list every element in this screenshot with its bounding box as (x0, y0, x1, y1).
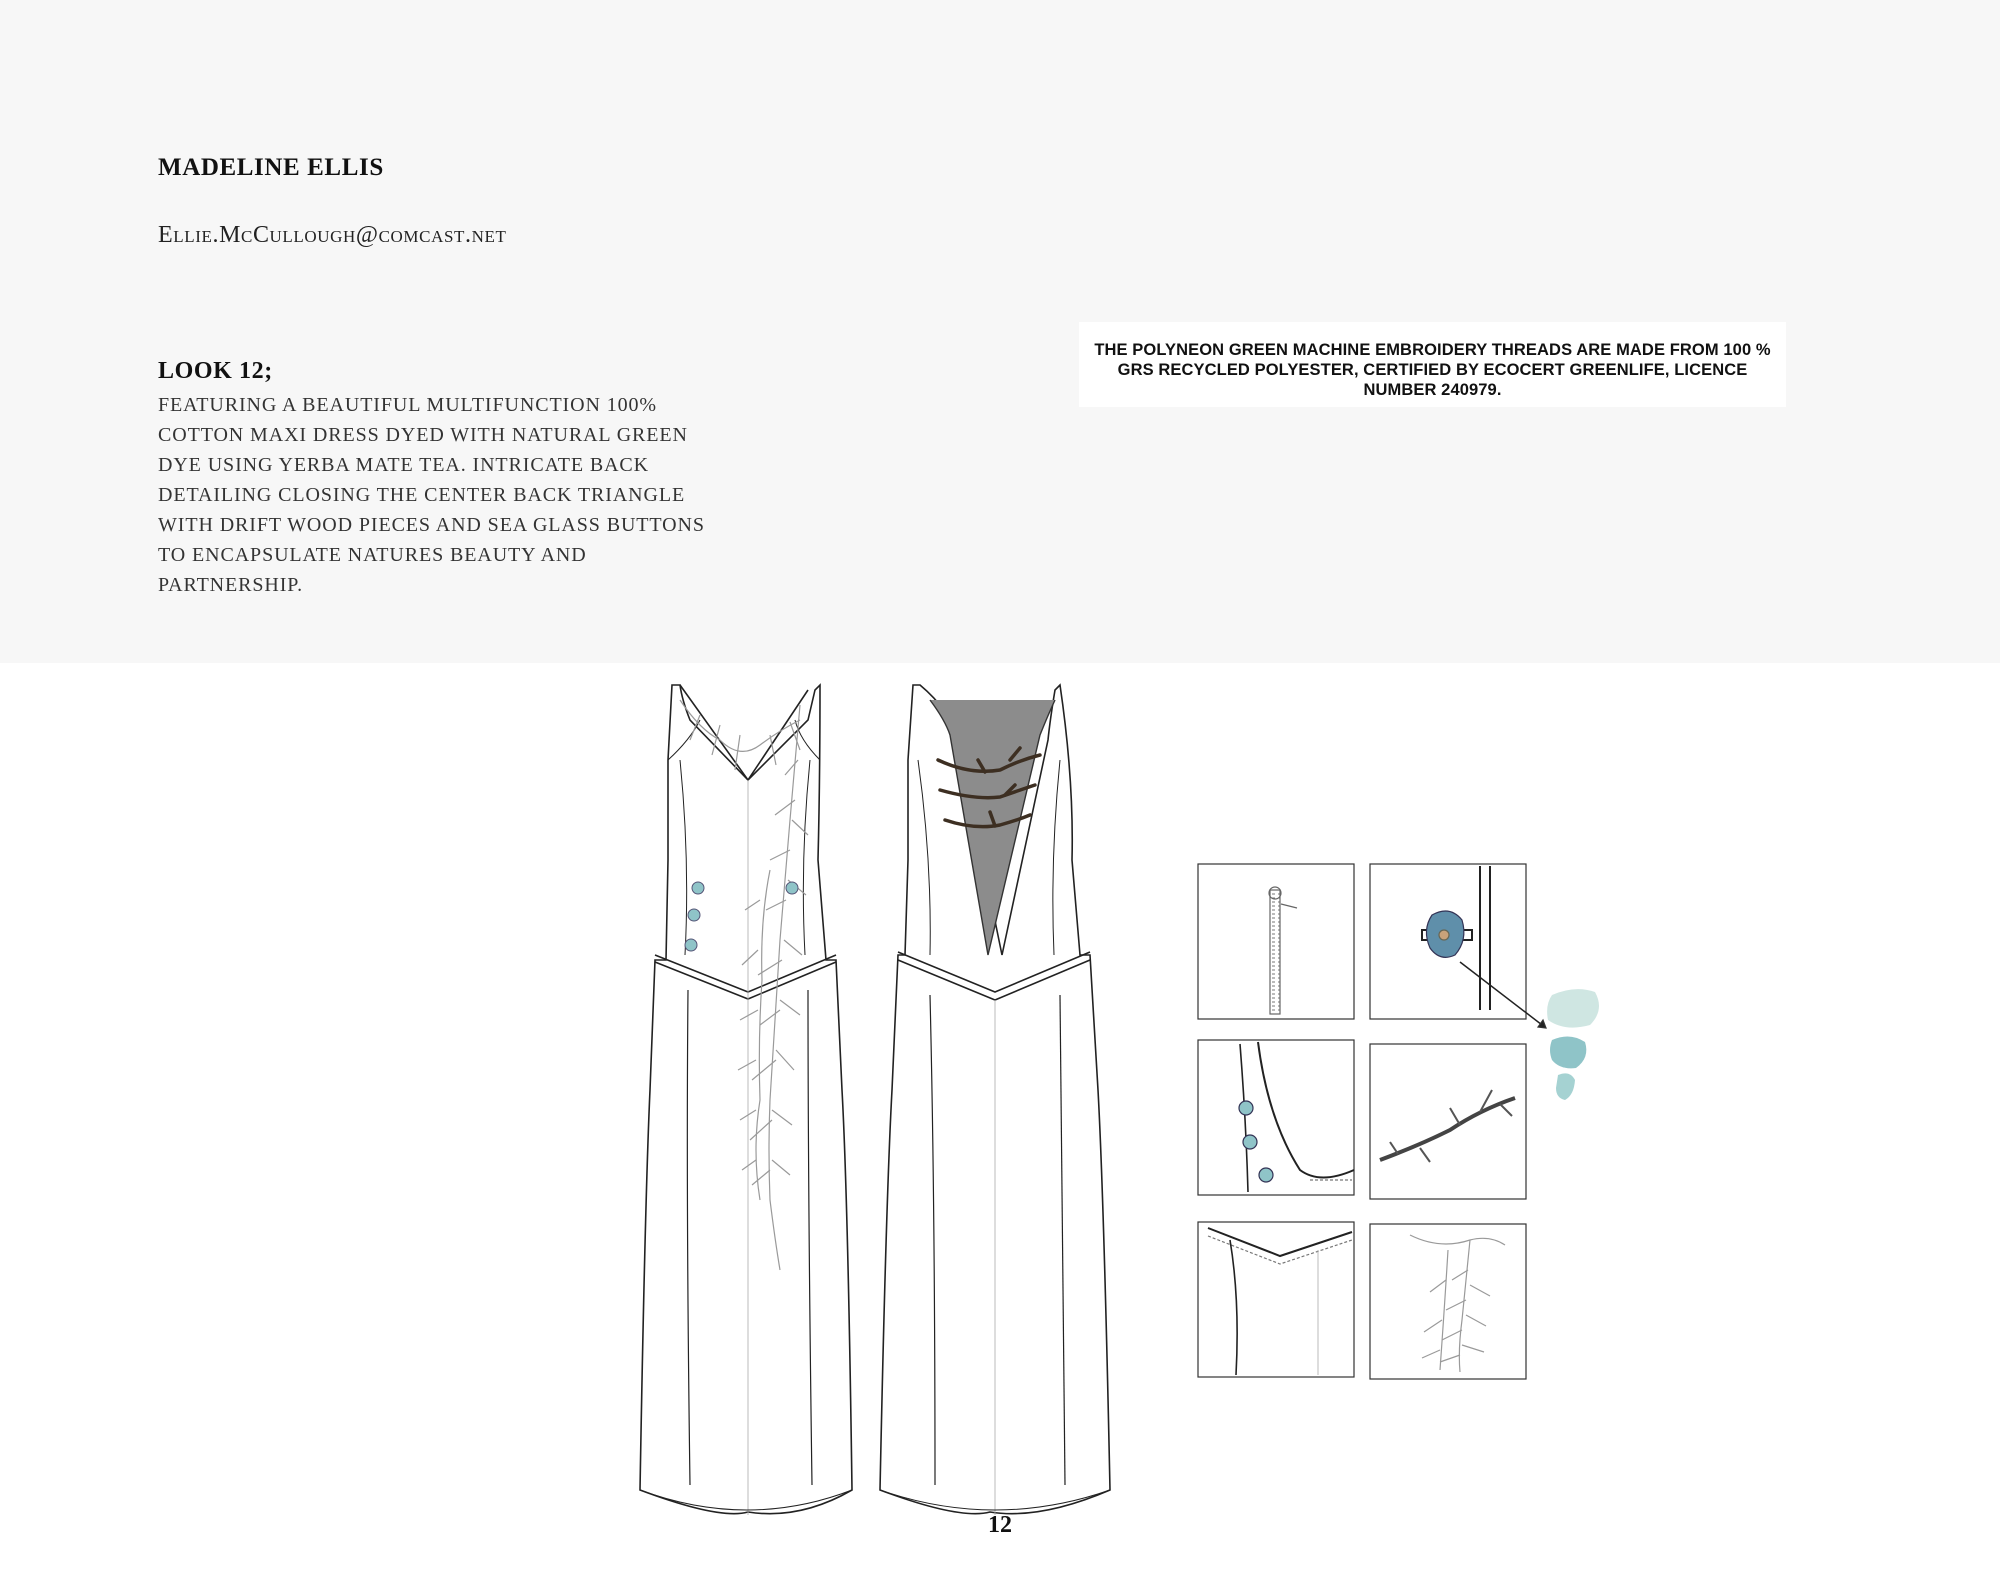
designer-email[interactable]: Ellie.McCullough@comcast.net (158, 222, 507, 248)
detail-box-waist-seam (1198, 1222, 1354, 1377)
detail-box-zipper (1198, 864, 1354, 1019)
detail-box-driftwood (1370, 1044, 1526, 1199)
back-dress-illustration (880, 685, 1110, 1515)
look-title: LOOK 12; (158, 358, 273, 384)
detail-box-front-buttons (1198, 1040, 1354, 1195)
sea-glass-samples (1547, 989, 1599, 1100)
detail-box-embroidery (1370, 1224, 1526, 1379)
sustainability-note: THE POLYNEON GREEN MACHINE EMBROIDERY THREADS ARE MADE FROM 100 % GRS RECYCLED POLYESTER, CERTIFIED BY ECOCERT GREENLIFE, LICENCE NUMBER 240979. (1079, 322, 1786, 407)
designer-name: MADELINE ELLIS (158, 154, 384, 181)
page-number: 12 (988, 1512, 1012, 1538)
detail-box-button-closeup (1370, 864, 1546, 1028)
front-dress-illustration (640, 685, 852, 1515)
look-description: FEATURING A BEAUTIFUL MULTIFUNCTION 100% COTTON MAXI DRESS DYED WITH NATURAL GREEN DYE USING YERBA MATE TEA. INTRICATE BACK DETAILING CLOSING THE CENTER BACK TRIANGLE WITH DRIFT WOOD PIECES AND SEA GLASS BUTTONS TO ENCAPSULATE NATURES BEAUTY AND PARTNERSHIP. (158, 394, 705, 596)
